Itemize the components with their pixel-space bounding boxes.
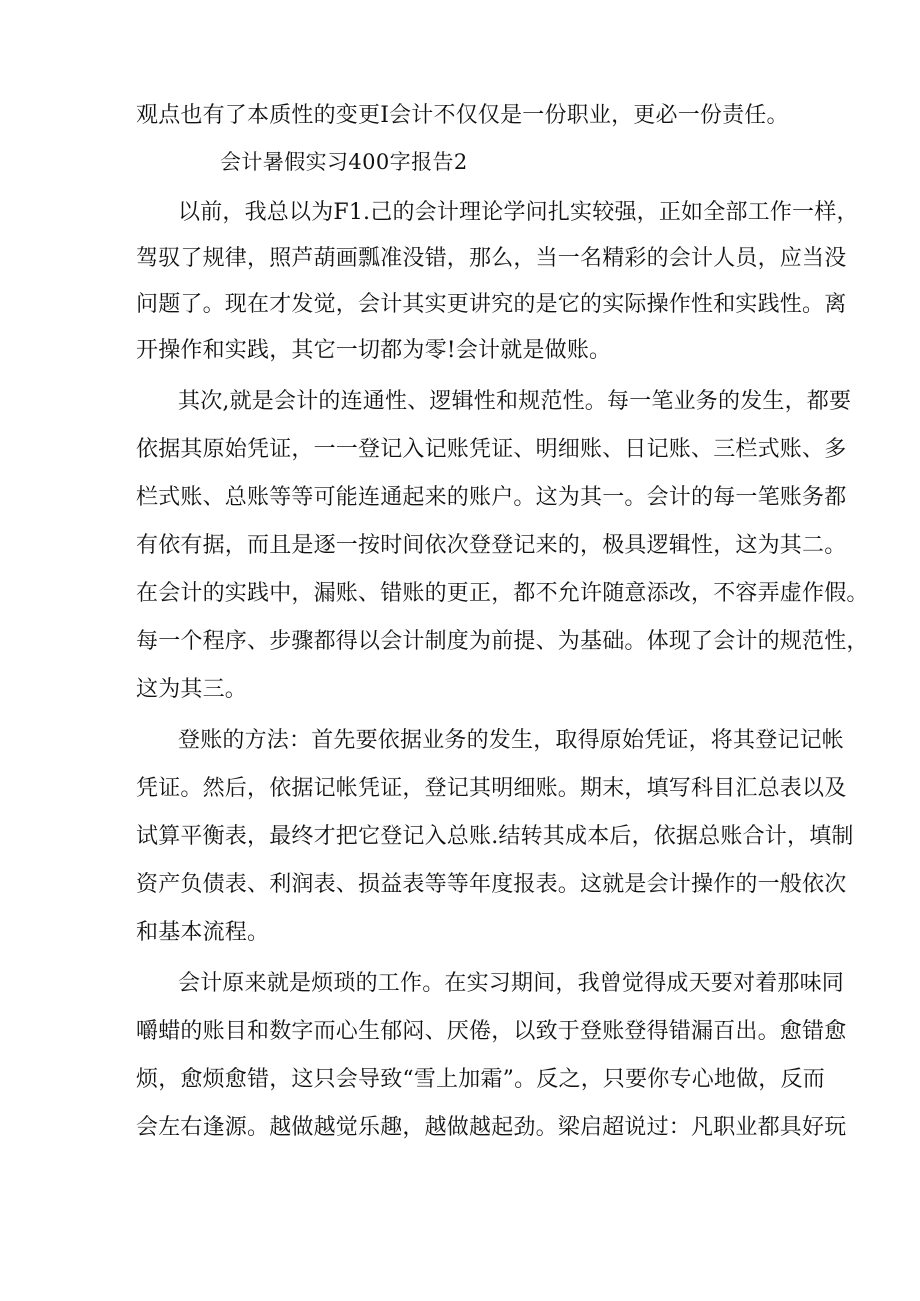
- paragraph-line: 有依有据，而且是逐一按时间依次登登记来的，极具逻辑性，这为其二。: [136, 533, 847, 558]
- paragraph-line: 问题了。现在才发觉，会计其实更讲究的是它的实际操作性和实践性。离: [136, 292, 847, 317]
- paragraph-line: 凭证。然后，依据记帐凭证，登记其明细账。期末，填写科目汇总表以及: [136, 776, 847, 801]
- paragraph-line: 驾驭了规律，照芦葫画瓢准没错，那么，当一名精彩的会计人员，应当没: [136, 246, 847, 271]
- paragraph-line: 资产负债表、利润表、损益表等等年度报表。这就是会计操作的一般依次: [136, 872, 847, 897]
- paragraph-line: 这为其三。: [136, 677, 248, 702]
- paragraph-line: 依据其原始凭证，一一登记入记账凭证、明细账、日记账、三栏式账、多: [136, 437, 847, 462]
- paragraph-line: 以前，我总以为F1.己的会计理论学问扎实较强，正如全部工作一样，: [178, 200, 859, 225]
- paragraph-line: 烦，愈烦愈错，这只会导致“雪上加霜”。反之，只要你专心地做，反而: [136, 1067, 825, 1092]
- paragraph-line: 登账的方法：首先要依据业务的发生，取得原始凭证，将其登记记帐: [178, 728, 845, 753]
- paragraph-line: 会左右逢源。越做越觉乐趣，越做越起劲。梁启超说过：凡职业都具好玩: [136, 1115, 847, 1140]
- section-heading: 会计暑假实习400字报告2: [220, 150, 468, 174]
- paragraph-line: 嚼蜡的账目和数字而心生郁闷、厌倦，以致于登账登得错漏百出。愈错愈: [136, 1019, 847, 1044]
- intro-line: 观点也有了本质性的变更I会计不仅仅是一份职业，更必一份责任。: [136, 103, 789, 128]
- paragraph-line: 其次,就是会计的连通性、逻辑性和规范性。每一笔业务的发生，都要: [178, 389, 852, 414]
- paragraph-line: 在会计的实践中，漏账、错账的更正，都不允许随意添改，不容弄虚作假。: [136, 581, 869, 606]
- paragraph-line: 和基本流程。: [136, 920, 270, 945]
- paragraph-line: 开操作和实践，其它一切都为零!会计就是做账。: [136, 338, 612, 363]
- paragraph-line: 每一个程序、步骤都得以会计制度为前提、为基础。体现了会计的规范性，: [136, 629, 869, 654]
- paragraph-line: 栏式账、总账等等可能连通起来的账户。这为其一。会计的每一笔账务都: [136, 485, 847, 510]
- paragraph-line: 会计原来就是烦琐的工作。在实习期间，我曾觉得成天要对着那味同: [178, 971, 845, 996]
- paragraph-line: 试算平衡表，最终才把它登记入总账.结转其成本后，依据总账合计，填制: [136, 824, 854, 849]
